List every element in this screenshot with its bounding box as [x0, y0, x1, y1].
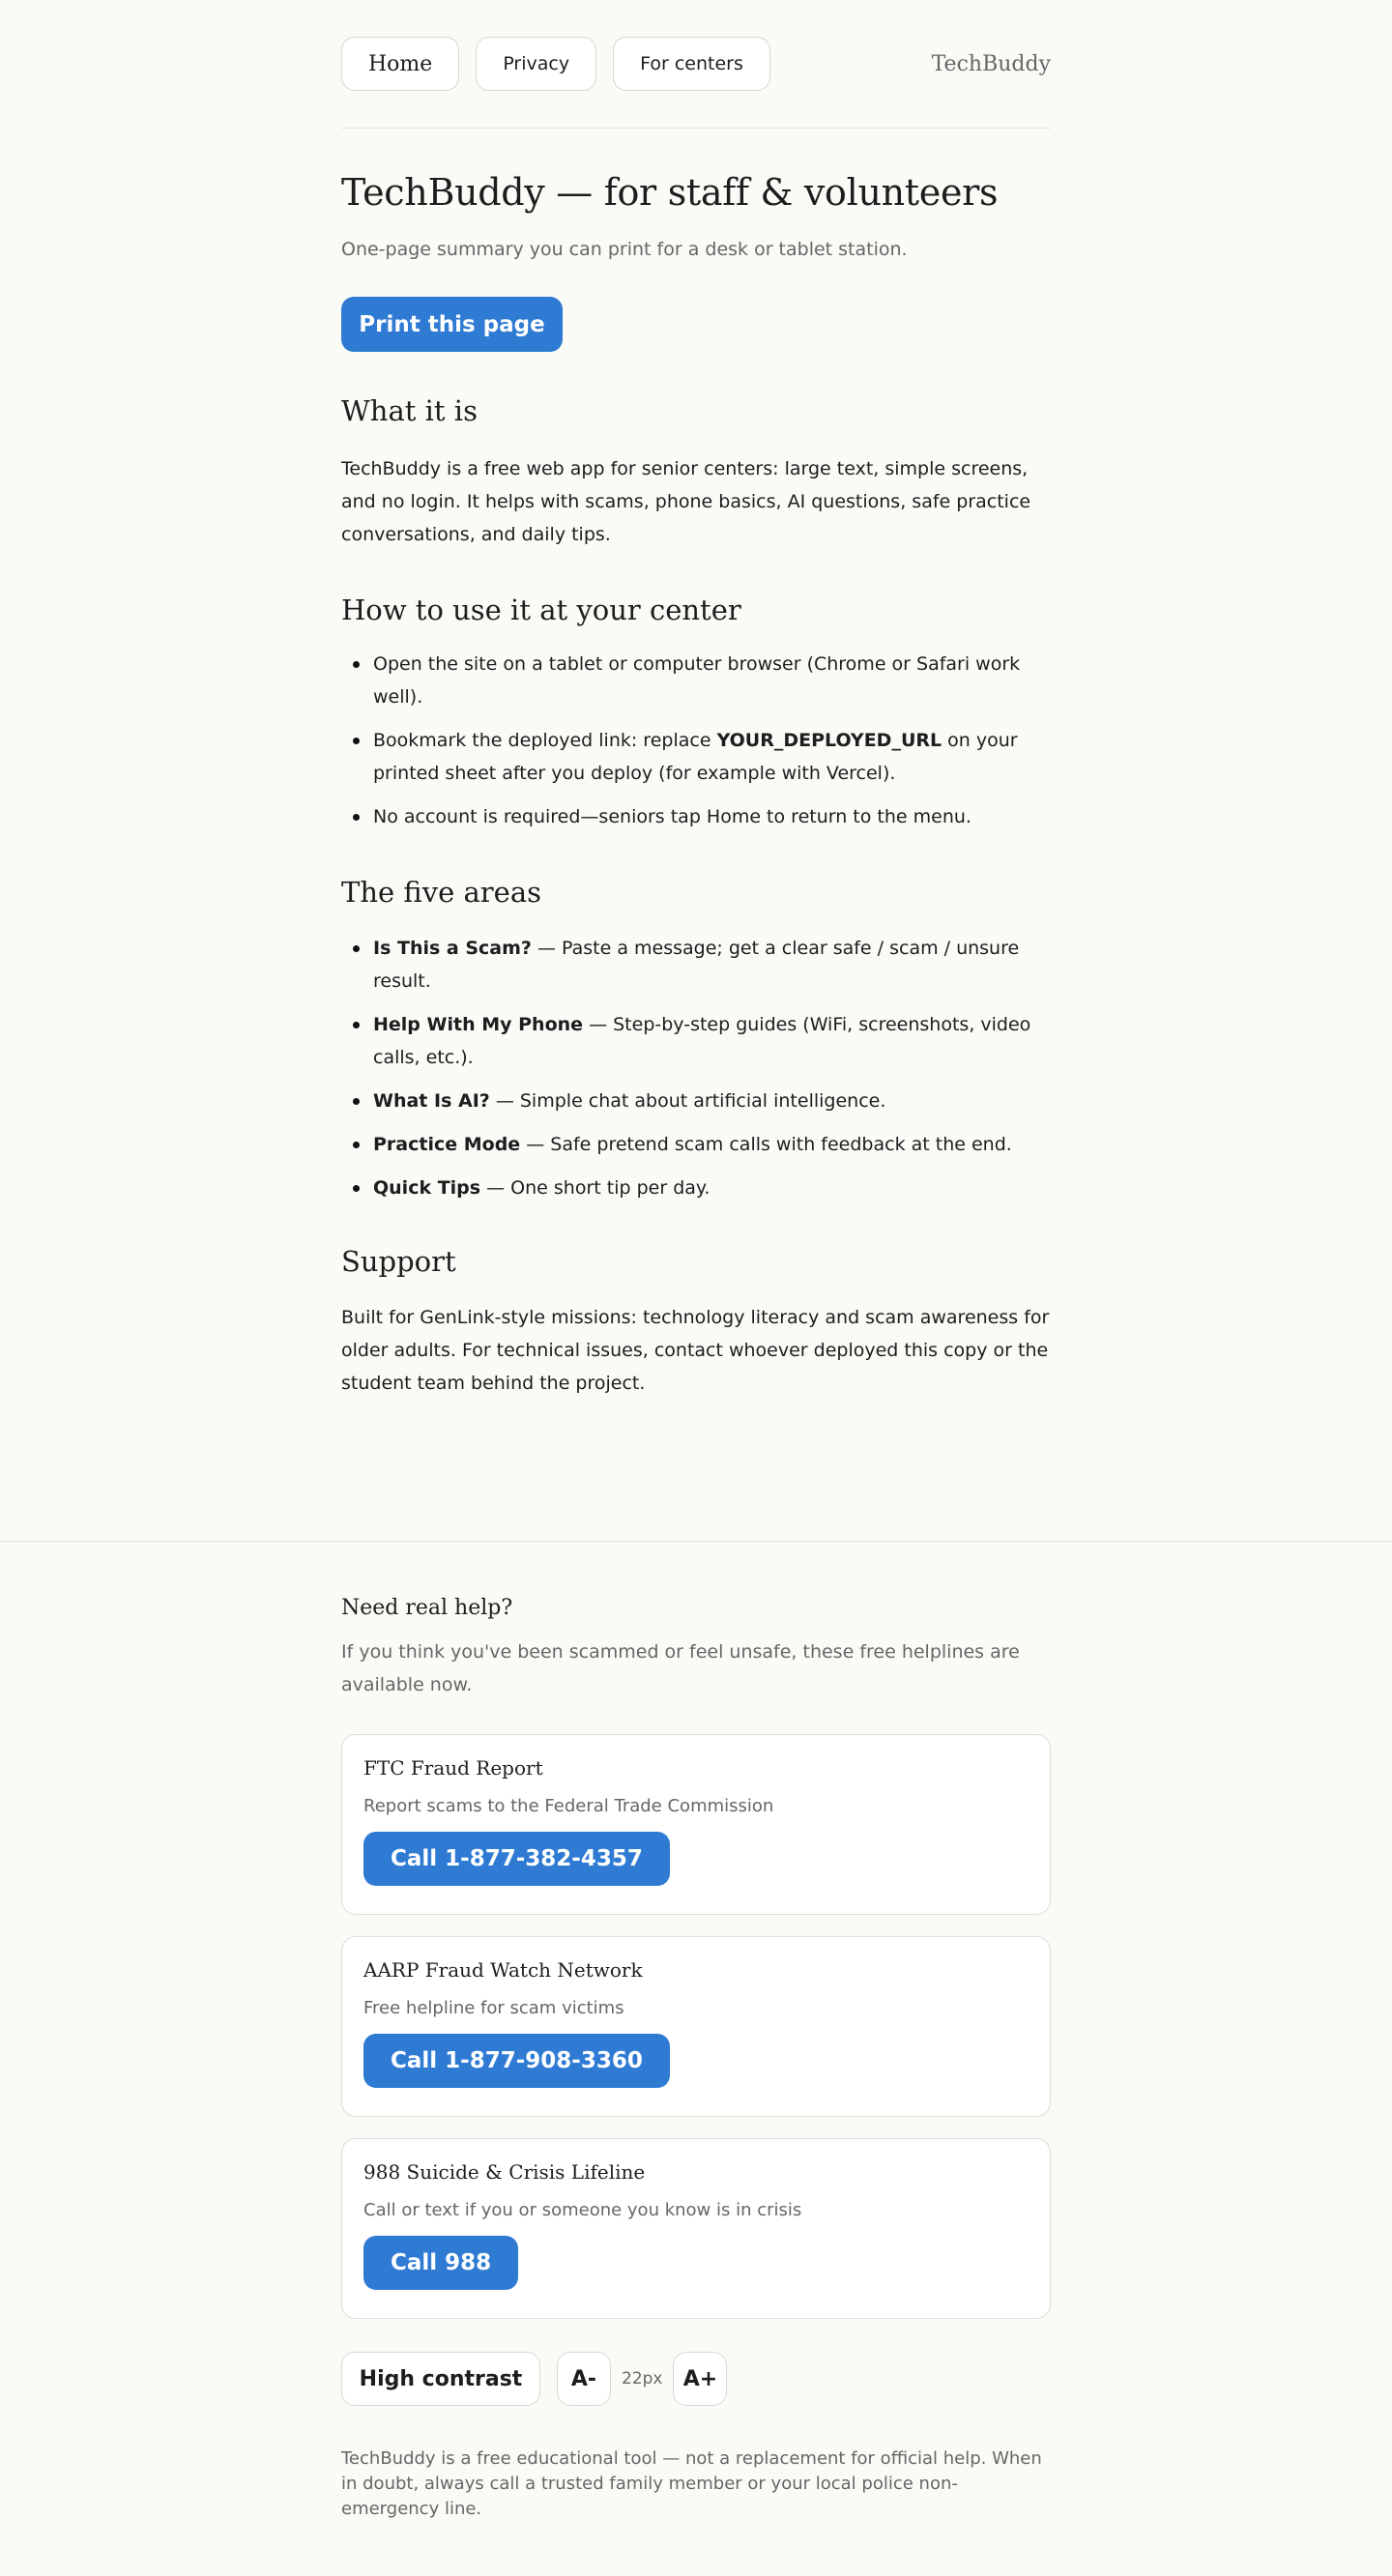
list-item — [341, 1008, 1051, 1074]
helpline-desc: Free helpline for scam victims — [363, 1998, 624, 2018]
decrease-text-button[interactable]: A- — [557, 2352, 611, 2406]
section-heading: How to use it at your center — [341, 593, 741, 626]
area-name: Help With My Phone — [373, 1014, 584, 1035]
page-title: TechBuddy — for staff & volunteers — [341, 171, 999, 214]
area-desc: — Step-by-step guides (WiFi, screenshots, video calls, etc.). — [373, 1014, 1031, 1068]
list-item — [341, 932, 1051, 998]
list-item: Open the site on a tablet or computer browser (Chrome or Safari work well). — [341, 648, 1051, 713]
how-list — [341, 648, 1051, 833]
list-item — [341, 1085, 1051, 1117]
page-subtitle: One-page summary you can print for a desk or tablet station. — [341, 239, 908, 260]
section-what-it-is — [341, 394, 1051, 551]
increase-text-button[interactable]: A+ — [673, 2352, 727, 2406]
helpline-card — [341, 2138, 1051, 2319]
list-item-tail: on your printed sheet after you deploy (for example with Vercel). — [373, 730, 1018, 784]
nav-home-button[interactable]: Home — [341, 37, 459, 91]
list-item — [341, 1172, 1051, 1204]
section-heading: What it is — [341, 394, 478, 427]
list-item — [341, 1128, 1051, 1161]
list-item-text: Bookmark the deployed link: replace — [373, 730, 711, 751]
nav-privacy-button[interactable]: Privacy — [476, 37, 596, 91]
section-support — [341, 1245, 1051, 1400]
help-heading: Need real help? — [341, 1596, 513, 1620]
section-five-areas — [341, 876, 1051, 1204]
print-button[interactable]: Print this page — [341, 297, 563, 352]
help-section — [341, 1596, 1051, 2576]
section-heading: The five areas — [341, 876, 541, 909]
list-item — [341, 724, 1051, 790]
area-desc: — Safe pretend scam calls with feedback at the end. — [520, 1134, 1012, 1155]
call-button[interactable]: Call 1-877-908-3360 — [363, 2034, 670, 2088]
area-desc: — One short tip per day. — [480, 1177, 710, 1199]
section-body: Built for GenLink-style missions: technology literacy and scam awareness for older adults. For technical issues, contact whoever deployed this copy or the student team behind the project. — [341, 1307, 1050, 1394]
help-lead: If you think you've been scammed or feel unsafe, these free helplines are available now. — [341, 1641, 1020, 1695]
high-contrast-toggle[interactable]: High contrast — [341, 2352, 540, 2406]
area-name: Practice Mode — [373, 1134, 521, 1155]
helpline-card — [341, 1734, 1051, 1915]
call-button[interactable]: Call 1-877-382-4357 — [363, 1832, 670, 1886]
area-name: Quick Tips — [373, 1177, 481, 1199]
helpline-name: 988 Suicide & Crisis Lifeline — [363, 2160, 646, 2184]
helpline-cards — [341, 1734, 1051, 2319]
area-desc: — Simple chat about artificial intelligence. — [489, 1090, 886, 1112]
top-nav — [341, 0, 1051, 129]
brand-name: TechBuddy — [931, 51, 1051, 76]
areas-list — [341, 932, 1051, 1204]
call-button[interactable]: Call 988 — [363, 2236, 518, 2290]
display-controls — [341, 2352, 1051, 2406]
section-how-to-use — [341, 593, 1051, 833]
nav-for-centers-button[interactable]: For centers — [613, 37, 770, 91]
section-body: TechBuddy is a free web app for senior centers: large text, simple screens, and no login. It helps with scams, phone basics, AI questions, safe practice conversations, and daily tips. — [341, 458, 1031, 545]
list-item: No account is required—seniors tap Home to return to the menu. — [341, 800, 1051, 833]
helpline-card — [341, 1936, 1051, 2117]
area-name: What Is AI? — [373, 1090, 490, 1112]
text-size-readout: 22px — [622, 2369, 663, 2388]
helpline-desc: Report scams to the Federal Trade Commission — [363, 1796, 774, 1816]
deployed-url-code: YOUR_DEPLOYED_URL — [716, 730, 942, 751]
disclaimer: TechBuddy is a free educational tool — not a replacement for official help. When in doubt, always call a trusted family member or your local police non-emergency line. — [341, 2448, 1042, 2519]
helpline-name: AARP Fraud Watch Network — [363, 1958, 643, 1982]
footer-divider — [0, 1541, 1392, 1542]
helpline-name: FTC Fraud Report — [363, 1756, 543, 1780]
section-heading: Support — [341, 1245, 456, 1278]
area-desc: — Paste a message; get a clear safe / scam / unsure result. — [373, 938, 1020, 992]
helpline-desc: Call or text if you or someone you know is in crisis — [363, 2200, 802, 2220]
area-name: Is This a Scam? — [373, 938, 532, 959]
